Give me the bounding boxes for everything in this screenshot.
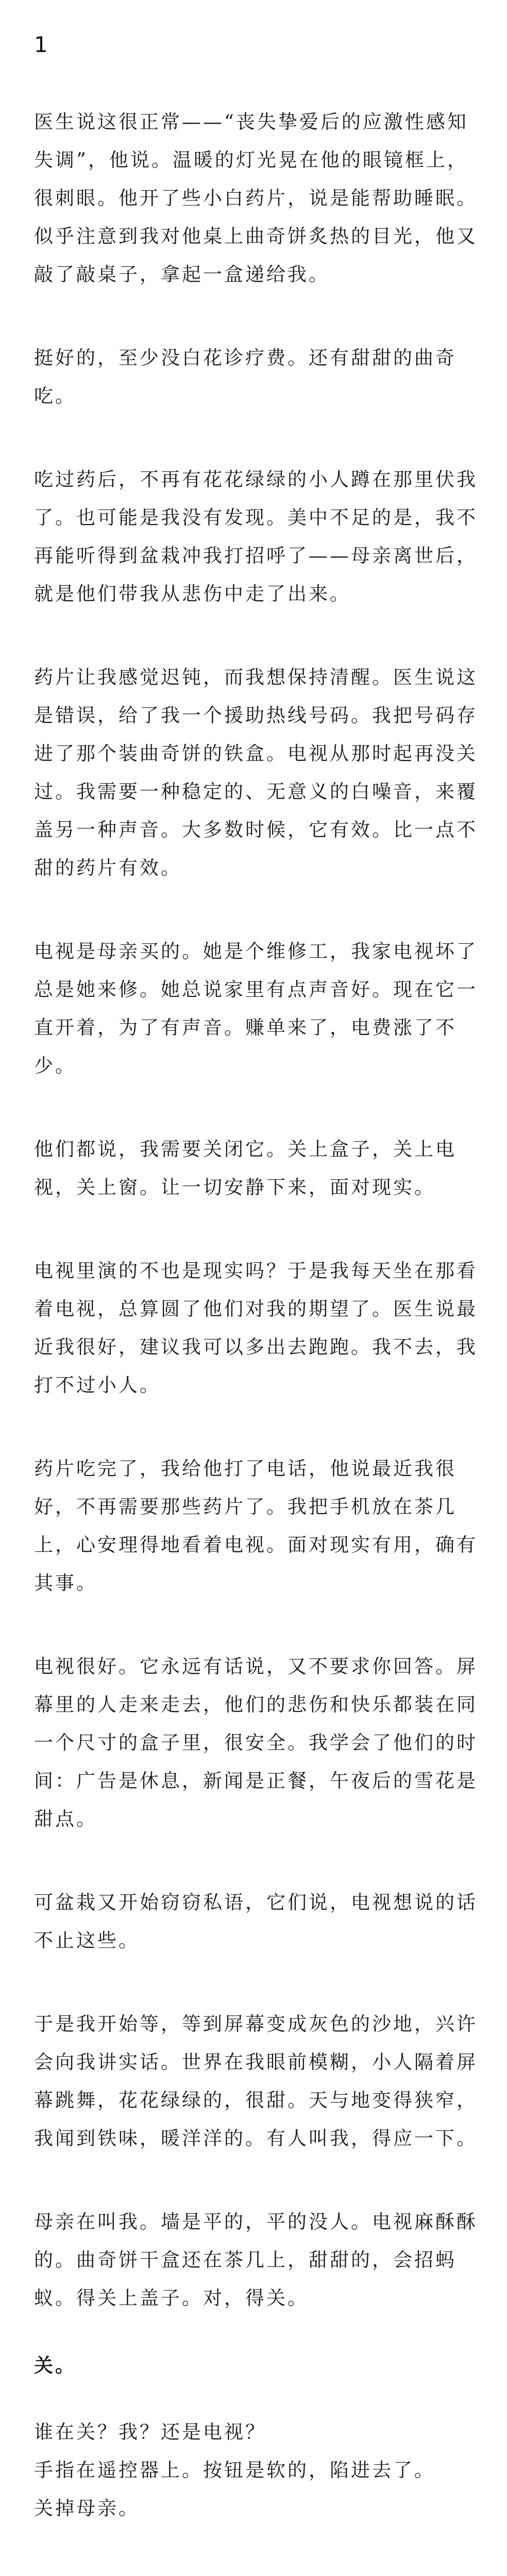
emphasis-paragraph: 关。 [34,2354,76,2377]
body-paragraph: 电视是母亲买的。她是个维修工，我家电视坏了总是她来修。她总说家里有点声音好。现在它一直开着，为了有声音。赚单来了，电费涨了不少。 [34,940,478,1077]
body-paragraph: 医生说这很正常——“丧失挚爱后的应激性感知失调”，他说。温暖的灯光晃在他的眼镜框上，很刺眼。他开了些小白药片，说是能帮助睡眠。似乎注意到我对他桌上曲奇饼炙热的目光，他又敲了敲桌子，拿起一盒递给我。 [34,111,478,285]
body-paragraph: 母亲在叫我。墙是平的，平的没人。电视麻酥酥的。曲奇饼干盒还在茶几上，甜甜的，会招蚂蚁。得关上盖子。对，得关。 [34,2211,478,2309]
body-paragraph: 电视里演的不也是现实吗？于是我每天坐在那看着电视，总算圆了他们对我的期望了。医生说最近我很好，建议我可以多出去跑跑。我不去，我打不过小人。 [34,1260,478,1396]
article-body [34,103,480,2576]
body-paragraph: 药片让我感觉迟钝，而我想保持清醒。医生说这是错误，给了我一个援助热线号码。我把号码存进了那个装曲奇饼的铁盒。电视从那时起再没关过。我需要一种稳定的、无意义的白噪音，来覆盖另一种声音。大多数时候，它有效。比一点不甜的药片有效。 [34,666,478,879]
body-paragraph [34,2573,480,2576]
body-paragraph: 吃过药后，不再有花花绿绿的小人蹲在那里伏我了。也可能是我没有发现。美中不足的是，我不再能听得到盆栽冲我打招呼了——母亲离世后，就是他们带我从悲伤中走了出来。 [34,468,478,605]
chapter-number: 1 [34,32,48,57]
body-paragraph: 于是我开始等，等到屏幕变成灰色的沙地，兴许会向我讲实话。世界在我眼前模糊，小人隔着屏幕跳舞，花花绿绿的，很甜。天与地变得狭窄，我闻到铁味，暖洋洋的。有人叫我，得应一下。 [34,2013,478,2149]
body-paragraph: 电视很好。它永远有话说，又不要求你回答。屏幕里的人走来走去，他们的悲伤和快乐都装在同一个尺寸的盒子里，很安全。我学会了他们的时间：广告是休息，新闻是正餐，午夜后的雪花是甜点。 [34,1655,478,1830]
body-paragraph: 他们都说，我需要关闭它。关上盒子，关上电视，关上窗。让一切安静下来，面对现实。 [34,1138,457,1198]
body-paragraph: 可盆栽又开始窃窃私语，它们说，电视想说的话不止这些。 [34,1891,478,1952]
body-paragraph: 谁在关？我？还是电视？ 手指在遥控器上。按钮是软的，陷进去了。 关掉母亲。 [34,2421,435,2519]
body-paragraph: 挺好的，至少没白花诊疗费。还有甜甜的曲奇吃。 [34,347,457,407]
body-paragraph: 药片吃完了，我给他打了电话，他说最近我很好，不再需要那些药片了。我把手机放在茶几上，心安理得地看着电视。面对现实有用，确有其事。 [34,1458,478,1594]
